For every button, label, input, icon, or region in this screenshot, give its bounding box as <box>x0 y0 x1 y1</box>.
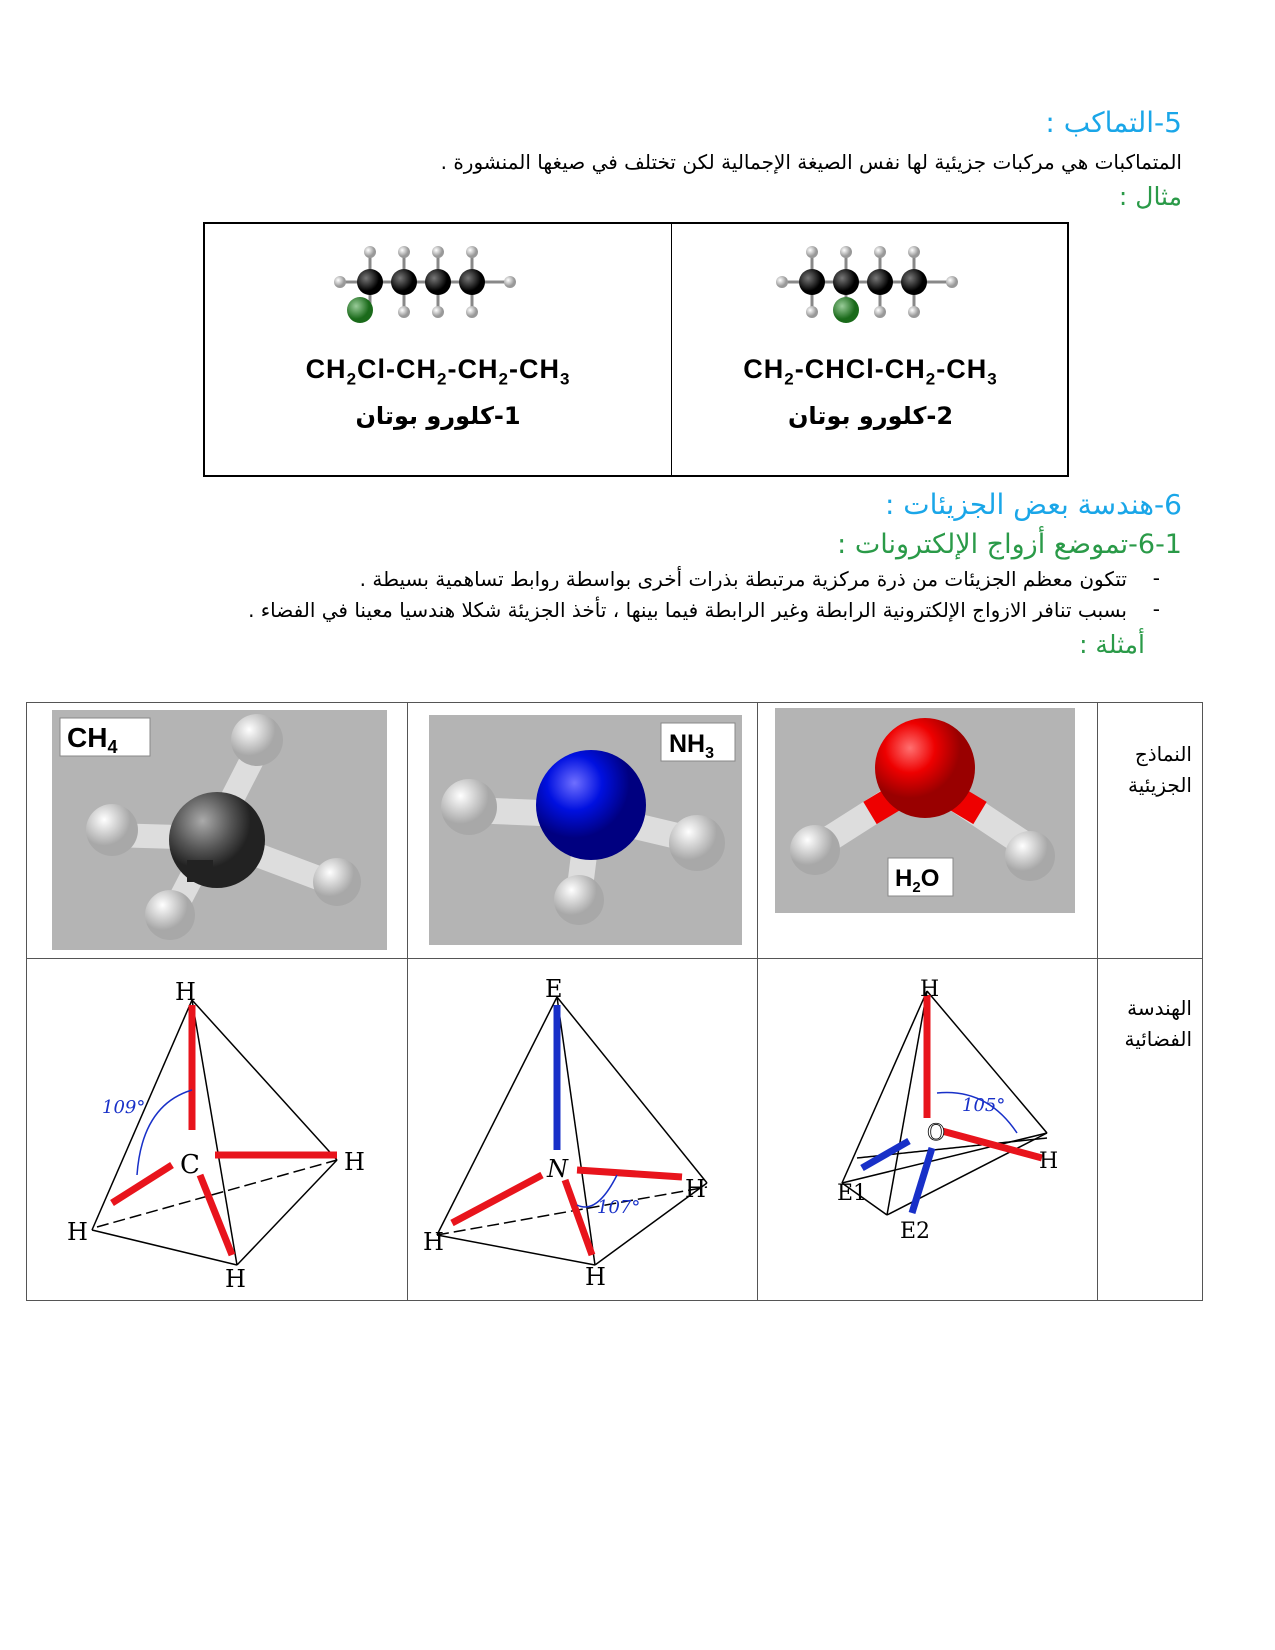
ch4-geometry-diagram <box>42 965 397 1300</box>
ch4-central-atom: C <box>180 1150 200 1180</box>
examples-label: أمثلة : <box>1079 630 1145 659</box>
nh3-ligand-h-right: H <box>685 1175 706 1203</box>
2-chlorobutane-ball-model <box>772 242 972 332</box>
h2o-bond-angle: 105° <box>962 1095 1006 1116</box>
row-divider <box>27 958 1202 959</box>
h2o-ligand-h-top: H <box>920 977 940 1002</box>
h2o-central-atom: O <box>927 1121 946 1146</box>
ch4-bond-angle: 109° <box>102 1097 146 1118</box>
h2o-lone-pair-e1: E1 <box>837 1181 868 1206</box>
isomer-cell-1-chlorobutane <box>205 224 671 475</box>
1-chlorobutane-ball-model <box>330 242 530 332</box>
formula-1-chlorobutane: $CH_2Cl-CH_2-CH_2-CH_3$ <box>305 354 571 389</box>
column-divider <box>757 703 758 1300</box>
isomer-cell-2-chlorobutane <box>672 224 1069 475</box>
section-6-1-heading: 6-1-تموضع أزواج الإلكترونات : <box>837 529 1182 560</box>
nh3-model <box>429 715 742 945</box>
bullet-marker: - <box>1152 566 1160 590</box>
bullet-marker: - <box>1152 597 1160 621</box>
section-5-heading: 5-التماكب : <box>1045 106 1182 139</box>
h2o-label: $H_2O$ <box>895 865 940 896</box>
ch4-model <box>52 710 387 950</box>
name-2-chlorobutane: 2-كلورو بوتان <box>787 402 954 430</box>
nh3-lone-pair-e: E <box>545 975 563 1003</box>
section-6-heading: 6-هندسة بعض الجزيئات : <box>884 488 1182 521</box>
bullet-2: بسبب تنافر الازواج الإلكترونية الرابطة وغير الرابطة فيما بينها ، تأخذ الجزيئة شكلا هندسيا معينا في الفضاء . <box>248 598 1127 622</box>
nh3-bond-angle: 107° <box>597 1197 641 1218</box>
bullet-1: تتكون معظم الجزيئات من ذرة مركزية مرتبطة بذرات أخرى بواسطة روابط تساهمية بسيطة . <box>359 567 1127 591</box>
h2o-model <box>775 708 1075 913</box>
h2o-ligand-h-right: H <box>1039 1149 1059 1174</box>
ch4-ligand-h-top: H <box>175 978 196 1006</box>
ch4-label: $CH_4$ <box>67 722 118 757</box>
row-label-spatial-geometry: الهندسة الفضائية <box>1124 996 1192 1051</box>
isomer-table <box>203 222 1069 477</box>
ch4-ligand-h-bottom: H <box>225 1265 246 1293</box>
ch4-ball-model <box>52 710 387 950</box>
name-1-chlorobutane: 1-كلورو بوتان <box>355 402 521 430</box>
row-label-molecular-models: النماذج الجزيئية <box>1128 742 1192 797</box>
ch4-ligand-h-right: H <box>344 1148 365 1176</box>
nh3-ball-model <box>429 715 742 945</box>
isomer-definition: المتماكبات هي مركبات جزيئية لها نفس الصيغة الإجمالية لكن تختلف في صيغها المنشورة . <box>440 150 1182 174</box>
nh3-ligand-h-bottom: H <box>585 1263 606 1291</box>
nh3-geometry-diagram <box>417 965 752 1300</box>
formula-2-chlorobutane: $CH_2-CHCl-CH_2-CH_3$ <box>743 354 998 389</box>
molecular-geometry-table <box>26 702 1203 1301</box>
h2o-ball-model <box>775 708 1075 913</box>
ch4-ligand-h-left: H <box>67 1218 88 1246</box>
example-label: مثال : <box>1118 182 1182 211</box>
nh3-label: $NH_3$ <box>669 730 715 762</box>
column-divider <box>407 703 408 1300</box>
nh3-ligand-h-left: H <box>423 1228 444 1256</box>
h2o-lone-pair-e2: E2 <box>900 1219 931 1244</box>
h2o-geometry-diagram <box>797 973 1077 1288</box>
nh3-central-atom: N <box>547 1155 568 1183</box>
